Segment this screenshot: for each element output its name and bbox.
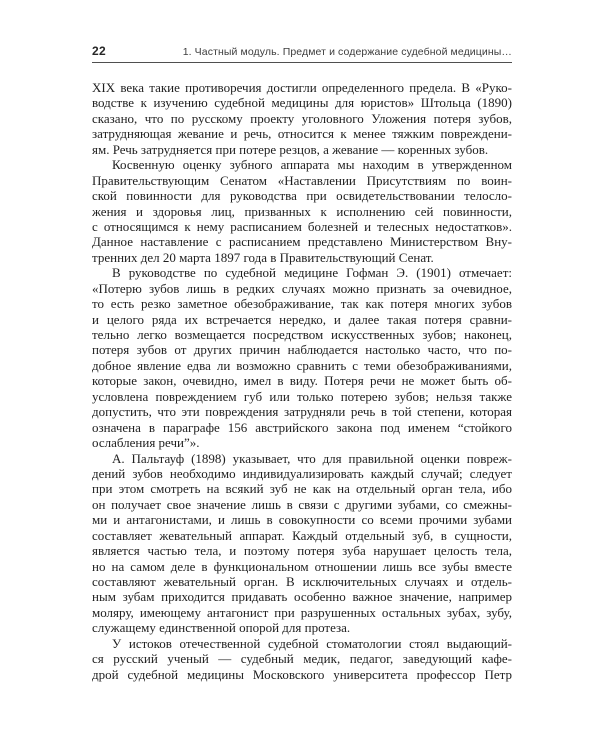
text-line: условлена повреждением губ или только потерею зубов; нельзя также	[92, 388, 512, 404]
text-line: ослабления речи”».	[92, 435, 200, 451]
text-line: У истоков отечественной судебной стоматологии стоял выдающий-	[112, 635, 512, 651]
paragraph	[92, 80, 512, 157]
text-line: водстве к изучению судебной медицины для юристов» Штольца (1890)	[92, 95, 512, 111]
text-line: дений зубов необходимо индивидуализировать каждый случай; следует	[92, 465, 512, 481]
text-line: сказано, что по русскому проекту уголовного Уложения потеря зубов,	[92, 110, 512, 126]
text-line: XIX века такие противоречия достигли определенного предела. В «Руко-	[92, 80, 512, 95]
text-line: тренних дел 20 марта 1897 года в Правительствующий Сенат.	[92, 249, 434, 265]
page-content	[92, 44, 512, 682]
text-line: которые закон, очевидно, имел в виду. Потеря речи не может быть об-	[92, 373, 512, 389]
text-line: затрудняющая жевание и речь, относится к менее тяжким повреждени-	[92, 126, 512, 142]
text-line: с относящимся к нему расписанием болезней и телесных недостатков».	[92, 218, 512, 234]
text-line: означена в параграфе 156 австрийского закона под именем “стойкого	[92, 419, 512, 435]
body-text	[92, 80, 512, 682]
text-line: является частью тела, и поэтому потеря зуба нарушает целость тела,	[92, 543, 512, 559]
text-line: ям. Речь затрудняется при потере резцов, а жевание — коренных зубов.	[92, 141, 489, 157]
running-header	[92, 44, 512, 63]
text-line: Правительствующим Сенатом «Наставлении Присутствиям по воин-	[92, 172, 512, 188]
paragraph	[92, 157, 512, 265]
text-line: А. Пальтауф (1898) указывает, что для правильной оценки повреж-	[112, 450, 512, 466]
text-line: ным зубам приходится придавать особенно важное значение, например	[92, 589, 512, 605]
chapter-title: 1. Частный модуль. Предмет и содержание судебной медицины…	[182, 46, 512, 58]
text-line: ся русский ученый — судебный медик, педагог, заведующий кафе-	[92, 651, 512, 667]
text-line: дрой судебной медицины Московского университета профессор Петр	[92, 666, 512, 682]
text-line: моляру, имеющему антагонист при разрушенных остальных зубах, зубу,	[92, 604, 512, 620]
text-line: составляют жевательный орган. В исключительных случаях и отдель-	[92, 574, 512, 589]
text-line: составляет жевательный аппарат. Каждый отдельный зуб, в сущности,	[92, 527, 512, 543]
text-line: добное явление едва ли возможно сравнить с теми обезображиваниями,	[92, 357, 512, 373]
text-line: но на самом деле в функциональном отношении лишь все зубы вместе	[92, 558, 512, 574]
text-line: и целого ряда их встречается нередко, и далее такая потеря сравни-	[92, 311, 512, 327]
text-line: ской повинности для руководства при освидетельствовании телосло-	[92, 188, 512, 204]
text-line: при этом смотреть на всякий зуб не как на отдельный орган тела, ибо	[92, 481, 512, 497]
text-line: то есть резко заметное обезображивание, так как потеря многих зубов	[92, 296, 512, 312]
page-number: 22	[92, 44, 106, 58]
text-line: «Потерю зубов лишь в редких случаях можно признать за очевидное,	[92, 280, 512, 296]
text-line: он получает свое значение лишь в связи с другими зубами, со смежны-	[92, 496, 512, 512]
text-line: тельно легко возмещается посредством искусственных зубов; наконец,	[92, 327, 512, 342]
text-line: допустить, что эти повреждения затрудняли речь в той степени, которая	[92, 404, 512, 420]
paragraph	[92, 265, 512, 450]
text-line: В руководстве по судебной медицине Гофман Э. (1901) отмечает:	[112, 265, 512, 281]
text-line: служащему единственной опорой для протеза.	[92, 620, 351, 636]
paragraph	[92, 636, 512, 682]
text-line: Данное наставление с расписанием представлено Министерством Вну-	[92, 234, 512, 250]
text-line: жения и здоровья лиц, призванных к исполнению сей повинности,	[92, 203, 512, 219]
paragraph	[92, 451, 512, 636]
text-line: ми и антагонистами, и лишь в совокупности со всеми прочими зубами	[92, 512, 512, 528]
text-line: Косвенную оценку зубного аппарата мы находим в утвержденном	[112, 157, 512, 173]
text-line: потеря зубов от других причин наблюдается настолько часто, что по-	[92, 342, 512, 358]
